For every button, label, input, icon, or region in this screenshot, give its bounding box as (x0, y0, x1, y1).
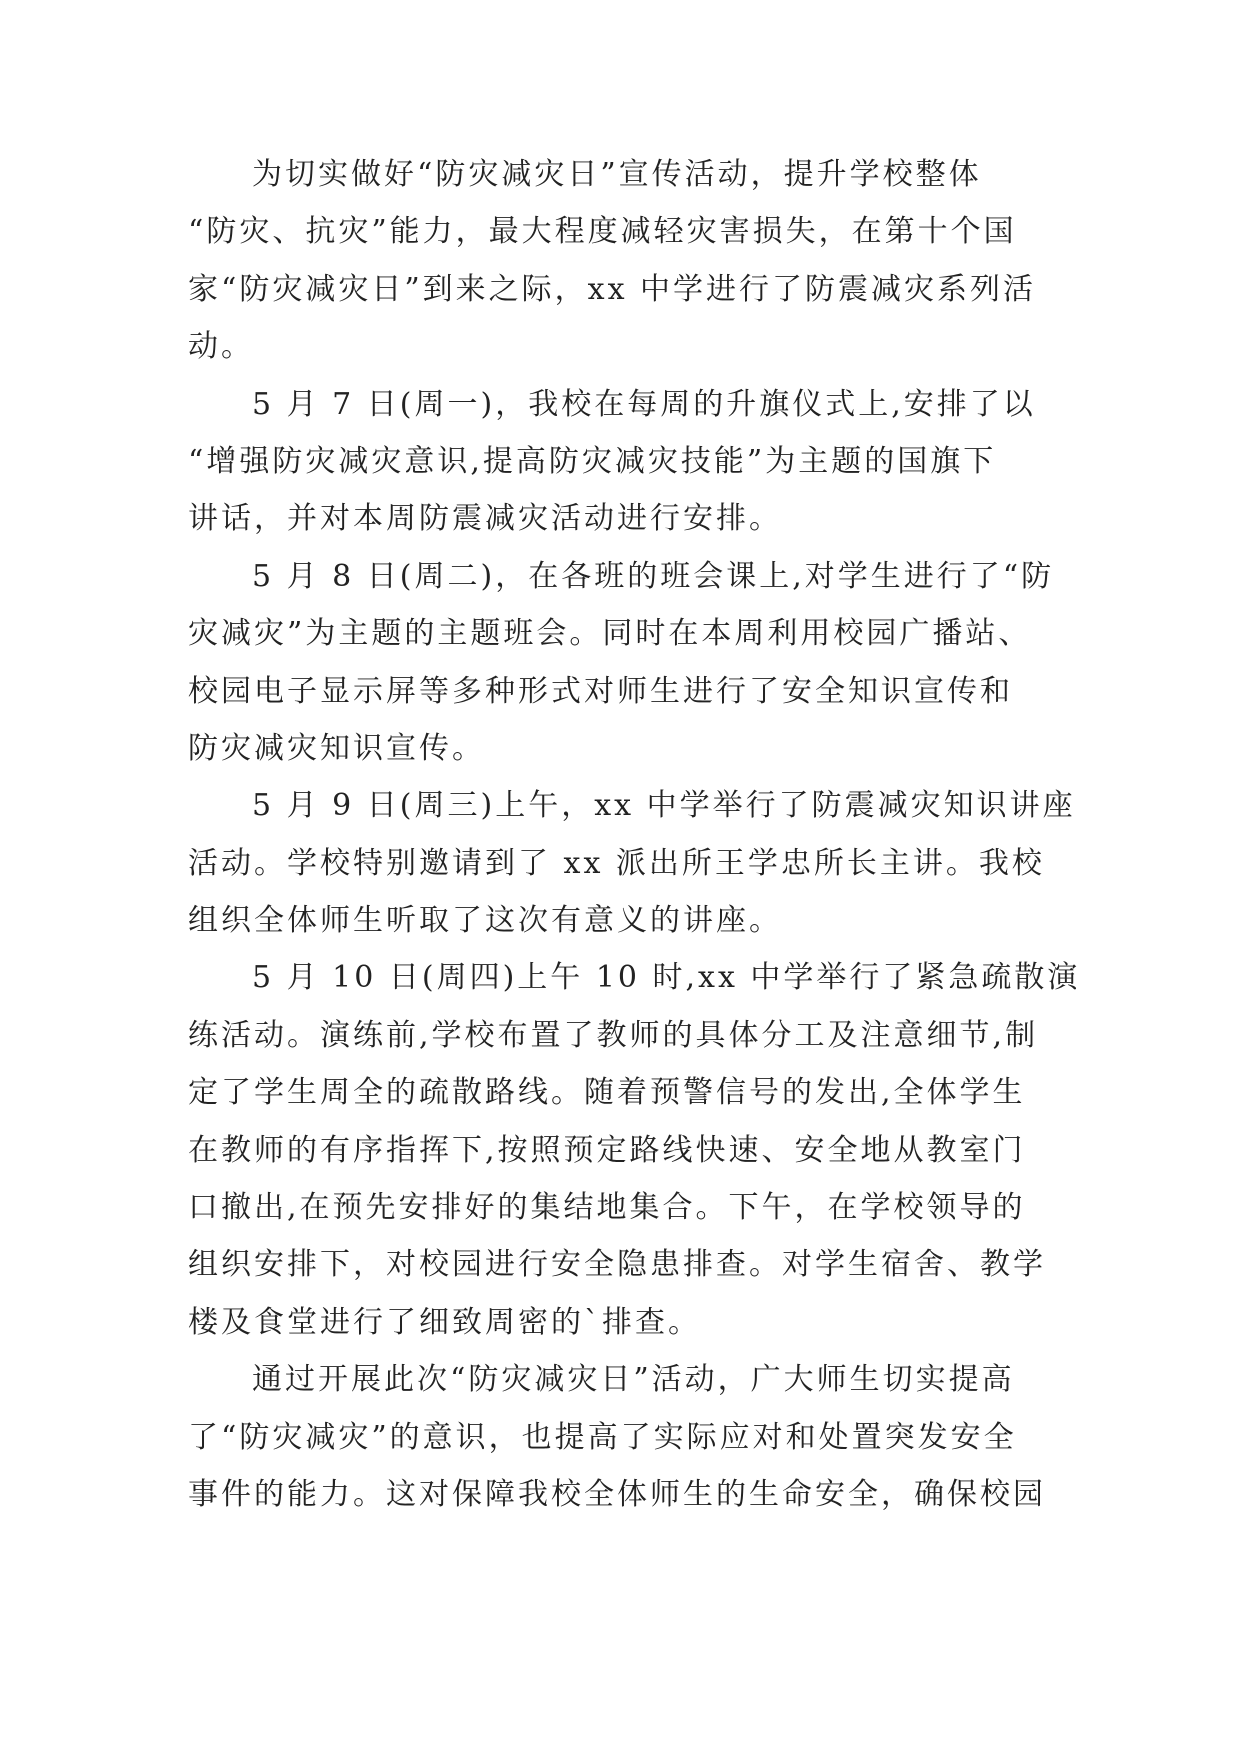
text-line: 口撤出,在预先安排好的集结地集合。下午，在学校领导的 (188, 1190, 1026, 1226)
text-line: 组织安排下，对校园进行安全隐患排查。对学生宿舍、教学 (188, 1247, 1046, 1283)
text-line: 5 月 9 日(周三)上午，xx 中学举行了防震减灾知识讲座 (252, 788, 1076, 824)
paragraph-1 (188, 146, 1068, 376)
document-body (188, 146, 1081, 1523)
text-line: 通过开展此次“防灾减灾日”活动，广大师生切实提高 (252, 1362, 1015, 1398)
text-line: 练活动。演练前,学校布置了教师的具体分工及注意细节,制 (188, 1017, 1039, 1053)
paragraph-4 (188, 777, 1076, 949)
text-line: 事件的能力。这对保障我校全体师生的生命安全，确保校园 (188, 1476, 1046, 1512)
text-line: 定了学生周全的疏散路线。随着预警信号的发出,全体学生 (188, 1075, 1026, 1111)
text-line: 校园电子显示屏等多种形式对师生进行了安全知识宣传和 (188, 673, 1013, 709)
text-line: “防灾、抗灾”能力，最大程度减轻灾害损失，在第十个国 (188, 214, 1017, 250)
text-line: 灾减灾”为主题的主题班会。同时在本周利用校园广播站、 (188, 616, 1032, 652)
paragraph-6 (188, 1351, 1068, 1523)
text-line: 防灾减灾知识宣传。 (188, 730, 485, 766)
text-line: 活动。学校特别邀请到了 xx 派出所王学忠所长主讲。我校 (188, 845, 1045, 881)
paragraph-2 (188, 376, 1068, 548)
text-line: 动。 (188, 329, 254, 365)
text-line: 为切实做好“防灾减灾日”宣传活动，提升学校整体 (252, 157, 982, 192)
text-line: 楼及食堂进行了细致周密的`排查。 (188, 1304, 701, 1340)
text-line: 家“防灾减灾日”到来之际，xx 中学进行了防震减灾系列活 (188, 271, 1037, 307)
text-line: 了“防灾减灾”的意识，也提高了实际应对和处置突发安全 (188, 1419, 1017, 1455)
paragraph-3 (188, 548, 1068, 778)
text-line: 5 月 7 日(周一)，我校在每周的升旗仪式上,安排了以 (252, 386, 1036, 422)
text-line: 在教师的有序指挥下,按照预定路线快速、安全地从教室门 (188, 1132, 1026, 1168)
text-line: “增强防灾减灾意识,提高防灾减灾技能”为主题的国旗下 (188, 443, 997, 479)
text-line: 5 月 10 日(周四)上午 10 时,xx 中学举行了紧急疏散演 (252, 960, 1081, 996)
text-line: 讲话，并对本周防震减灾活动进行安排。 (188, 501, 782, 537)
text-line: 组织全体师生听取了这次有意义的讲座。 (188, 903, 782, 939)
paragraph-5 (188, 949, 1081, 1351)
text-line: 5 月 8 日(周二)，在各班的班会课上,对学生进行了“防 (252, 558, 1055, 594)
